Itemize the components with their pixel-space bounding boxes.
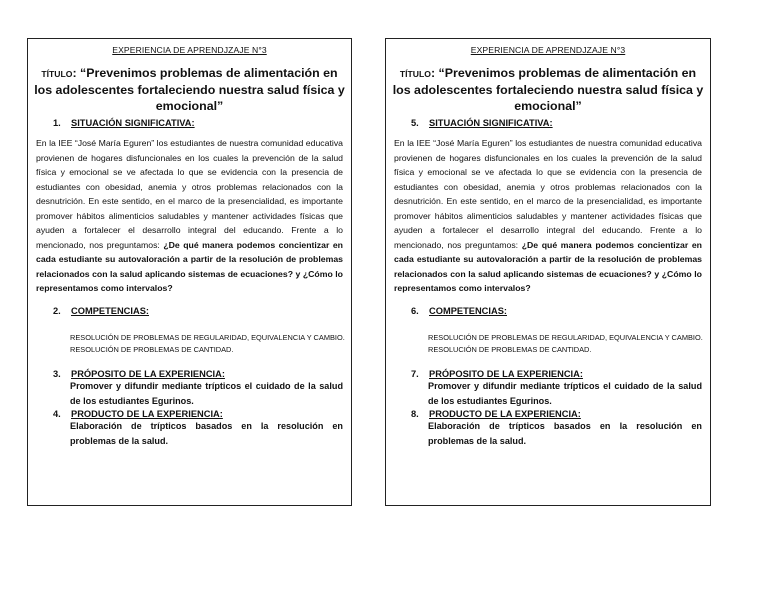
title-label: TÍTULO — [41, 69, 73, 79]
purpose-text: Promover y difundir mediante trípticos el cuidado de la salud de los estudiantes Egurinos. — [70, 381, 343, 407]
section-heading-purpose — [411, 369, 710, 379]
section-number: 6. — [411, 306, 419, 317]
situation-text: En la IEE “José María Eguren” los estudiantes de nuestra comunidad educativa provienen de hogares disfuncionales en los cuales la prevención de la salud física y emocional se ve afectada lo que se evidencia con la presencia de estudiantes con obesidad, anemia y otros problemas relacionados con la desnutrición. En este sentido, en el marco de la presencialidad, es importante promover hábitos alimenticios saludables y mantener actividades físicas que ayuden a fortalecer el desarrollo integral del educando. Frente a lo mencionado, nos preguntamos: — [394, 138, 702, 250]
section-label: PRÓPOSITO DE LA EXPERIENCIA: — [71, 369, 225, 380]
section-number: 1. — [53, 118, 61, 128]
competency-item: RESOLUCIÓN DE PROBLEMAS DE CANTIDAD. — [428, 344, 592, 354]
section-number: 7. — [411, 369, 419, 380]
section-label: SITUACIÓN SIGNIFICATIVA: — [429, 118, 553, 128]
title-label: TÍTULO — [399, 69, 431, 79]
experience-title — [34, 65, 345, 114]
learning-experience-card-left — [27, 38, 352, 506]
purpose-text: Promover y difundir mediante trípticos el cuidado de la salud de los estudiantes Egurinos. — [428, 381, 702, 407]
card-header: EXPERIENCIA DE APRENDJZAJE N°3 — [112, 45, 267, 55]
section-heading-product — [411, 409, 710, 419]
competency-item: RESOLUCIÓN DE PROBLEMAS DE REGULARIDAD, EQUIVALENCIA Y CAMBIO. — [428, 333, 703, 343]
experience-title — [392, 65, 704, 114]
section-label: SITUACIÓN SIGNIFICATIVA: — [71, 118, 195, 128]
title-text: “Prevenimos problemas de alimentación en los adolescentes fortaleciendo nuestra salud física y emocional” — [392, 66, 704, 113]
section-heading-purpose — [53, 369, 351, 379]
card-header: EXPERIENCIA DE APRENDJZAJE N°3 — [470, 45, 626, 55]
product-text: Elaboración de trípticos basados en la resolución en problemas de la salud. — [70, 421, 343, 447]
situation-question: ¿De qué manera podemos concientizar en cada estudiante su autovaloración a partir de la resolución de problemas relacionados con la salud aplicando sistemas de ecuaciones? y ¿Cómo lo representamos como intervalos? — [36, 239, 343, 294]
section-heading-competencies — [411, 306, 710, 316]
section-heading-competencies — [53, 306, 351, 316]
situation-paragraph — [36, 136, 343, 296]
section-heading-situation — [53, 118, 351, 128]
title-text: “Prevenimos problemas de alimentación en los adolescentes fortaleciendo nuestra salud física y emocional” — [34, 66, 345, 113]
section-label: PRÓPOSITO DE LA EXPERIENCIA: — [429, 369, 583, 380]
section-heading-product — [53, 409, 351, 419]
section-label: PRODUCTO DE LA EXPERIENCIA: — [429, 409, 581, 420]
section-number: 2. — [53, 306, 61, 317]
section-label: COMPETENCIAS: — [429, 306, 507, 317]
product-text: Elaboración de trípticos basados en la resolución en problemas de la salud. — [428, 421, 702, 447]
section-heading-situation — [411, 118, 710, 128]
learning-experience-card-right — [385, 38, 711, 506]
section-number: 4. — [53, 409, 61, 420]
situation-paragraph — [394, 136, 702, 296]
section-number: 5. — [411, 118, 419, 128]
section-number: 3. — [53, 369, 61, 380]
competency-item: RESOLUCIÓN DE PROBLEMAS DE CANTIDAD. — [70, 344, 234, 354]
situation-text: En la IEE “José María Eguren” los estudiantes de nuestra comunidad educativa provienen de hogares disfuncionales en los cuales la prevención de la salud física y emocional se ve afectada lo que se evidencia con la presencia de estudiantes con obesidad, anemia y otros problemas relacionados con la desnutrición. En este sentido, en el marco de la presencialidad, es importante promover hábitos alimenticios saludables y mantener actividades físicas que ayuden a fortalecer el desarrollo integral del educando. Frente a lo mencionado, nos preguntamos: — [36, 138, 343, 250]
title-separator: : — [72, 66, 77, 80]
situation-question: ¿De qué manera podemos concientizar en cada estudiante su autovaloración a partir de la resolución de problemas relacionados con la salud aplicando sistemas de ecuaciones? y ¿Cómo lo representamos como intervalos? — [394, 239, 702, 294]
section-label: COMPETENCIAS: — [71, 306, 149, 317]
title-separator: : — [430, 66, 436, 80]
section-number: 8. — [411, 409, 419, 420]
section-label: PRODUCTO DE LA EXPERIENCIA: — [71, 409, 223, 420]
competency-item: RESOLUCIÓN DE PROBLEMAS DE REGULARIDAD, EQUIVALENCIA Y CAMBIO. — [70, 333, 345, 343]
